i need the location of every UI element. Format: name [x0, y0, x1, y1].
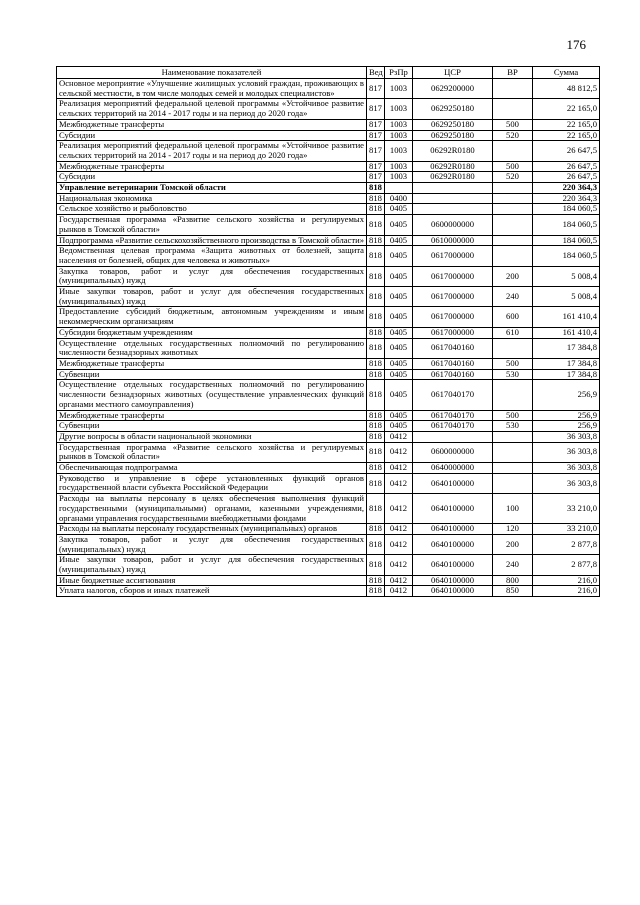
- row-sum: 184 060,5: [533, 235, 600, 246]
- budget-table: [56, 66, 600, 597]
- table-row: [57, 534, 600, 554]
- row-name: Государственная программа «Развитие сельского хозяйства и регулируемых рынков в Томской области»: [57, 215, 367, 235]
- row-name: Обеспечивающая подпрограмма: [57, 463, 367, 474]
- row-csr: 0640100000: [413, 555, 493, 575]
- row-ved: 818: [367, 204, 385, 215]
- row-sum: 161 410,4: [533, 307, 600, 327]
- row-name: Руководство и управление в сфере установленных функций органов государственной власти субъекта Российской Федерации: [57, 473, 367, 493]
- table-row: [57, 494, 600, 524]
- table-row: [57, 555, 600, 575]
- row-name: Расходы на выплаты персоналу в целях обеспечения выполнения функций государственными (муниципальными) органами, казенными учреждениями, органами управления государственными внебюджетными фондами: [57, 494, 367, 524]
- row-rzpr: 1003: [385, 79, 413, 99]
- table-row: [57, 463, 600, 474]
- row-sum: 22 165,0: [533, 130, 600, 141]
- row-csr: 0617040170: [413, 410, 493, 421]
- row-ved: 818: [367, 524, 385, 535]
- row-ved: 818: [367, 380, 385, 410]
- row-ved: 818: [367, 327, 385, 338]
- row-csr: 06292R0180: [413, 172, 493, 183]
- row-csr: 06292R0180: [413, 161, 493, 172]
- row-sum: 184 060,5: [533, 215, 600, 235]
- table-row: [57, 141, 600, 161]
- row-name: Другие вопросы в области национальной экономики: [57, 431, 367, 442]
- row-name: Государственная программа «Развитие сельского хозяйства и регулируемых рынков в Томской области»: [57, 442, 367, 462]
- row-rzpr: 1003: [385, 119, 413, 130]
- row-rzpr: 0412: [385, 463, 413, 474]
- row-rzpr: 0405: [385, 246, 413, 266]
- row-ved: 818: [367, 307, 385, 327]
- table-row: [57, 473, 600, 493]
- row-csr: 0617000000: [413, 327, 493, 338]
- row-name: Осуществление отдельных государственных полномочий по регулированию численности безнадзорных животных (осуществление управленческих функций органами местного самоуправления): [57, 380, 367, 410]
- table-row: [57, 307, 600, 327]
- row-name: Межбюджетные трансферты: [57, 410, 367, 421]
- row-ved: 817: [367, 141, 385, 161]
- row-sum: 184 060,5: [533, 246, 600, 266]
- row-vr: 800: [493, 575, 533, 586]
- row-rzpr: 0405: [385, 338, 413, 358]
- table-row: [57, 369, 600, 380]
- row-csr: 0617000000: [413, 246, 493, 266]
- row-csr: 0600000000: [413, 215, 493, 235]
- row-ved: 818: [367, 266, 385, 286]
- row-vr: 200: [493, 534, 533, 554]
- row-name: Подпрограмма «Развитие сельскохозяйственного производства в Томской области»: [57, 235, 367, 246]
- row-ved: 818: [367, 473, 385, 493]
- header-sum: Сумма: [533, 67, 600, 79]
- table-row: [57, 119, 600, 130]
- row-rzpr: 0405: [385, 410, 413, 421]
- row-name: Расходы на выплаты персоналу государственных (муниципальных) органов: [57, 524, 367, 535]
- row-rzpr: 1003: [385, 172, 413, 183]
- row-csr: 0640100000: [413, 473, 493, 493]
- table-row: [57, 246, 600, 266]
- row-rzpr: 0412: [385, 442, 413, 462]
- table-row: [57, 421, 600, 432]
- row-name: Иные закупки товаров, работ и услуг для обеспечения государственных (муниципальных) нужд: [57, 555, 367, 575]
- row-ved: 817: [367, 99, 385, 119]
- row-rzpr: 1003: [385, 141, 413, 161]
- row-vr: 500: [493, 119, 533, 130]
- row-rzpr: 0412: [385, 575, 413, 586]
- row-ved: 817: [367, 119, 385, 130]
- header-ved: Вед: [367, 67, 385, 79]
- row-name: Сельское хозяйство и рыболовство: [57, 204, 367, 215]
- row-ved: 818: [367, 235, 385, 246]
- row-sum: 184 060,5: [533, 204, 600, 215]
- row-ved: 818: [367, 193, 385, 204]
- row-name: Реализация мероприятий федеральной целевой программы «Устойчивое развитие сельских территорий на 2014 - 2017 годы и на период до 2020 года»: [57, 141, 367, 161]
- row-vr: 200: [493, 266, 533, 286]
- table-row: [57, 287, 600, 307]
- row-vr: [493, 463, 533, 474]
- row-sum: 33 210,0: [533, 524, 600, 535]
- table-row: [57, 99, 600, 119]
- header-name: Наименование показателей: [57, 67, 367, 79]
- row-rzpr: 0400: [385, 193, 413, 204]
- row-csr: 0640100000: [413, 524, 493, 535]
- row-vr: 530: [493, 421, 533, 432]
- row-sum: 216,0: [533, 575, 600, 586]
- table-row: [57, 338, 600, 358]
- row-name: Межбюджетные трансферты: [57, 358, 367, 369]
- row-sum: 256,9: [533, 380, 600, 410]
- row-rzpr: 0405: [385, 204, 413, 215]
- row-sum: 161 410,4: [533, 327, 600, 338]
- row-csr: 0640100000: [413, 575, 493, 586]
- row-csr: [413, 193, 493, 204]
- row-csr: 0617040170: [413, 380, 493, 410]
- row-ved: 818: [367, 246, 385, 266]
- table-row: [57, 183, 600, 194]
- row-rzpr: 0405: [385, 235, 413, 246]
- row-name: Иные закупки товаров, работ и услуг для обеспечения государственных (муниципальных) нужд: [57, 287, 367, 307]
- row-rzpr: 0405: [385, 358, 413, 369]
- row-sum: 17 384,8: [533, 369, 600, 380]
- row-vr: [493, 338, 533, 358]
- row-ved: 818: [367, 575, 385, 586]
- row-ved: 818: [367, 442, 385, 462]
- row-vr: [493, 183, 533, 194]
- row-csr: 0610000000: [413, 235, 493, 246]
- row-vr: 520: [493, 130, 533, 141]
- row-vr: 850: [493, 586, 533, 597]
- row-name: Межбюджетные трансферты: [57, 119, 367, 130]
- row-vr: [493, 246, 533, 266]
- table-row: [57, 215, 600, 235]
- row-sum: 220 364,3: [533, 183, 600, 194]
- header-rzpr: РзПр: [385, 67, 413, 79]
- table-row: [57, 161, 600, 172]
- table-row: [57, 442, 600, 462]
- row-csr: 0617040170: [413, 421, 493, 432]
- table-row: [57, 358, 600, 369]
- row-ved: 817: [367, 161, 385, 172]
- row-name: Иные бюджетные ассигнования: [57, 575, 367, 586]
- row-name: Субсидии бюджетным учреждениям: [57, 327, 367, 338]
- row-name: Ведомственная целевая программа «Защита животных от болезней, защита населения от болезней, общих для человека и животных»: [57, 246, 367, 266]
- row-vr: [493, 215, 533, 235]
- row-sum: 22 165,0: [533, 119, 600, 130]
- row-sum: 5 008,4: [533, 287, 600, 307]
- row-ved: 818: [367, 555, 385, 575]
- row-ved: 818: [367, 410, 385, 421]
- row-ved: 818: [367, 369, 385, 380]
- header-csr: ЦСР: [413, 67, 493, 79]
- row-csr: 0640100000: [413, 586, 493, 597]
- table-row: [57, 410, 600, 421]
- row-sum: 220 364,3: [533, 193, 600, 204]
- row-rzpr: 1003: [385, 99, 413, 119]
- row-vr: 530: [493, 369, 533, 380]
- row-sum: 22 165,0: [533, 99, 600, 119]
- row-vr: [493, 431, 533, 442]
- row-csr: [413, 204, 493, 215]
- table-row: [57, 266, 600, 286]
- row-ved: 818: [367, 215, 385, 235]
- row-csr: 06292R0180: [413, 141, 493, 161]
- row-name: Осуществление отдельных государственных полномочий по регулированию численности безнадзорных животных: [57, 338, 367, 358]
- row-ved: 817: [367, 130, 385, 141]
- row-rzpr: 1003: [385, 161, 413, 172]
- row-vr: 610: [493, 327, 533, 338]
- row-ved: 818: [367, 287, 385, 307]
- table-row: [57, 380, 600, 410]
- row-rzpr: 0412: [385, 524, 413, 535]
- row-vr: [493, 473, 533, 493]
- row-csr: 0617000000: [413, 307, 493, 327]
- row-csr: 0600000000: [413, 442, 493, 462]
- row-vr: 240: [493, 287, 533, 307]
- row-name: Субвенции: [57, 369, 367, 380]
- row-ved: 818: [367, 431, 385, 442]
- table-row: [57, 575, 600, 586]
- row-rzpr: 0405: [385, 369, 413, 380]
- row-ved: 818: [367, 494, 385, 524]
- row-sum: 36 303,8: [533, 431, 600, 442]
- row-name: Субсидии: [57, 172, 367, 183]
- row-sum: 48 812,5: [533, 79, 600, 99]
- row-vr: 240: [493, 555, 533, 575]
- row-sum: 33 210,0: [533, 494, 600, 524]
- row-ved: 818: [367, 183, 385, 194]
- row-vr: 500: [493, 358, 533, 369]
- row-sum: 17 384,8: [533, 358, 600, 369]
- table-row: [57, 193, 600, 204]
- row-vr: 500: [493, 161, 533, 172]
- row-vr: [493, 380, 533, 410]
- table-row: [57, 586, 600, 597]
- row-csr: 0640100000: [413, 494, 493, 524]
- row-rzpr: 0405: [385, 266, 413, 286]
- row-ved: 818: [367, 421, 385, 432]
- row-vr: [493, 235, 533, 246]
- row-rzpr: 0412: [385, 555, 413, 575]
- row-vr: 600: [493, 307, 533, 327]
- row-ved: 818: [367, 358, 385, 369]
- row-vr: 120: [493, 524, 533, 535]
- row-vr: [493, 141, 533, 161]
- row-rzpr: 0405: [385, 287, 413, 307]
- row-sum: 2 877,8: [533, 555, 600, 575]
- row-name: Субсидии: [57, 130, 367, 141]
- row-name: Закупка товаров, работ и услуг для обеспечения государственных (муниципальных) нужд: [57, 266, 367, 286]
- row-csr: 0629250180: [413, 130, 493, 141]
- row-ved: 818: [367, 586, 385, 597]
- table-header-row: [57, 67, 600, 79]
- row-csr: [413, 183, 493, 194]
- row-rzpr: 0412: [385, 586, 413, 597]
- row-sum: 36 303,8: [533, 442, 600, 462]
- row-ved: 818: [367, 534, 385, 554]
- row-rzpr: 0412: [385, 473, 413, 493]
- table-row: [57, 235, 600, 246]
- row-name: Субвенции: [57, 421, 367, 432]
- row-rzpr: 1003: [385, 130, 413, 141]
- row-ved: 818: [367, 338, 385, 358]
- table-body: [57, 79, 600, 597]
- row-name: Национальная экономика: [57, 193, 367, 204]
- row-csr: [413, 431, 493, 442]
- row-name: Основное мероприятие «Улучшение жилищных условий граждан, проживающих в сельской местности, в том числе молодых семей и молодых специалистов»: [57, 79, 367, 99]
- row-ved: 818: [367, 463, 385, 474]
- row-name: Реализация мероприятий федеральной целевой программы «Устойчивое развитие сельских территорий на 2014 - 2017 годы и на период до 2020 года»: [57, 99, 367, 119]
- row-name: Закупка товаров, работ и услуг для обеспечения государственных (муниципальных) нужд: [57, 534, 367, 554]
- row-csr: 0617040160: [413, 369, 493, 380]
- row-sum: 26 647,5: [533, 172, 600, 183]
- table-row: [57, 79, 600, 99]
- row-csr: 0617000000: [413, 266, 493, 286]
- row-name: Уплата налогов, сборов и иных платежей: [57, 586, 367, 597]
- row-csr: 0629250180: [413, 119, 493, 130]
- row-sum: 17 384,8: [533, 338, 600, 358]
- page-number: 176: [566, 37, 586, 52]
- row-rzpr: 0412: [385, 494, 413, 524]
- row-csr: 0640000000: [413, 463, 493, 474]
- header-vr: ВР: [493, 67, 533, 79]
- row-csr: 0640100000: [413, 534, 493, 554]
- row-vr: [493, 99, 533, 119]
- row-sum: 2 877,8: [533, 534, 600, 554]
- row-rzpr: 0405: [385, 327, 413, 338]
- table-row: [57, 524, 600, 535]
- table-row: [57, 327, 600, 338]
- row-rzpr: 0412: [385, 431, 413, 442]
- row-csr: 0629200000: [413, 79, 493, 99]
- row-sum: 26 647,5: [533, 141, 600, 161]
- row-name: Управление ветеринарии Томской области: [57, 183, 367, 194]
- row-sum: 256,9: [533, 421, 600, 432]
- row-csr: 0617040160: [413, 338, 493, 358]
- row-name: Межбюджетные трансферты: [57, 161, 367, 172]
- row-sum: 36 303,8: [533, 473, 600, 493]
- row-vr: 500: [493, 410, 533, 421]
- row-csr: 0617000000: [413, 287, 493, 307]
- row-sum: 26 647,5: [533, 161, 600, 172]
- row-csr: 0629250180: [413, 99, 493, 119]
- row-rzpr: 0412: [385, 534, 413, 554]
- row-vr: 100: [493, 494, 533, 524]
- row-rzpr: [385, 183, 413, 194]
- table-row: [57, 431, 600, 442]
- row-vr: [493, 193, 533, 204]
- row-name: Предоставление субсидий бюджетным, автономным учреждениям и иным некоммерческим организациям: [57, 307, 367, 327]
- row-csr: 0617040160: [413, 358, 493, 369]
- row-rzpr: 0405: [385, 380, 413, 410]
- row-rzpr: 0405: [385, 307, 413, 327]
- row-ved: 817: [367, 172, 385, 183]
- row-rzpr: 0405: [385, 421, 413, 432]
- row-sum: 5 008,4: [533, 266, 600, 286]
- row-vr: [493, 79, 533, 99]
- table-row: [57, 204, 600, 215]
- row-sum: 216,0: [533, 586, 600, 597]
- row-vr: [493, 204, 533, 215]
- row-vr: 520: [493, 172, 533, 183]
- row-ved: 817: [367, 79, 385, 99]
- row-vr: [493, 442, 533, 462]
- row-rzpr: 0405: [385, 215, 413, 235]
- row-sum: 256,9: [533, 410, 600, 421]
- table-row: [57, 130, 600, 141]
- table-row: [57, 172, 600, 183]
- row-sum: 36 303,8: [533, 463, 600, 474]
